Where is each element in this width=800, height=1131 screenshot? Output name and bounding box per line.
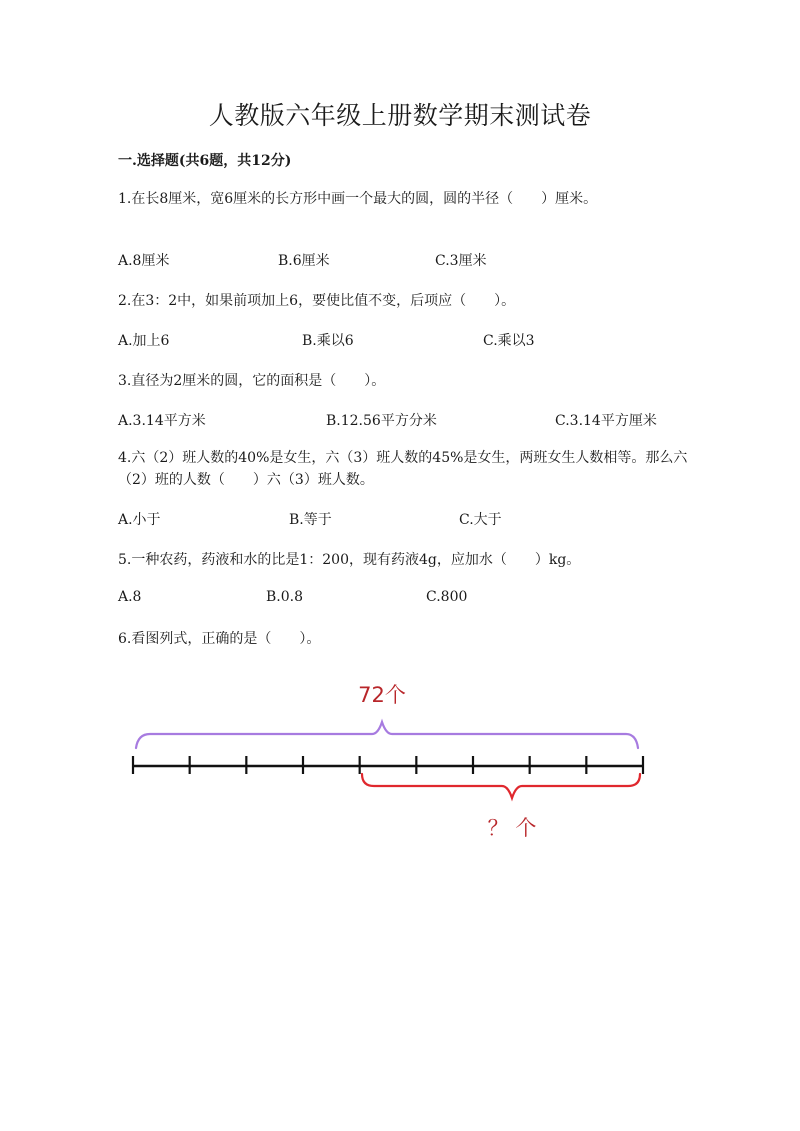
q3-option-b[interactable]: B.12.56平方分米 [326, 413, 437, 429]
question-5: 5.一种农药，药液和水的比是1：200，现有药液4g，应加水（ ）kg。 [118, 552, 581, 568]
question-6: 6.看图列式，正确的是（ ）。 [118, 631, 321, 647]
question-1: 1.在长8厘米，宽6厘米的长方形中画一个最大的圆，圆的半径（ ）厘米。 [118, 191, 598, 207]
question-3: 3.直径为2厘米的圆，它的面积是（ ）。 [118, 373, 386, 389]
q4-option-a[interactable]: A.小于 [118, 512, 161, 528]
q2-option-a[interactable]: A.加上6 [118, 333, 170, 349]
q4-option-c[interactable]: C.大于 [459, 512, 502, 528]
q3-option-c[interactable]: C.3.14平方厘米 [555, 413, 657, 429]
q4-option-b[interactable]: B.等于 [289, 512, 332, 528]
top-label: 72个 [358, 683, 406, 707]
section-heading: 一.选择题(共6题，共12分) [118, 153, 292, 169]
q2-option-c[interactable]: C.乘以3 [483, 333, 535, 349]
q1-option-c[interactable]: C.3厘米 [435, 253, 487, 269]
page-title: 人教版六年级上册数学期末测试卷 [208, 101, 592, 130]
q3-option-a[interactable]: A.3.14平方米 [118, 413, 206, 429]
bottom-brace [362, 774, 640, 798]
q5-option-b[interactable]: B.0.8 [266, 589, 304, 605]
q5-option-c[interactable]: C.800 [426, 589, 468, 605]
top-brace [136, 722, 638, 748]
q1-option-b[interactable]: B.6厘米 [278, 253, 330, 269]
q1-option-a[interactable]: A.8厘米 [118, 253, 170, 269]
question-4: 4.六（2）班人数的40%是女生，六（3）班人数的45%是女生，两班女生人数相等。那么六（2）班的人数（ ）六（3）班人数。 [118, 450, 688, 488]
q2-option-b[interactable]: B.乘以6 [302, 333, 354, 349]
segment-diagram [0, 670, 800, 850]
question-2: 2.在3：2中，如果前项加上6，要使比值不变，后项应（ ）。 [118, 293, 516, 309]
q5-option-a[interactable]: A.8 [118, 589, 142, 605]
bottom-label: ？ 个 [487, 816, 537, 840]
